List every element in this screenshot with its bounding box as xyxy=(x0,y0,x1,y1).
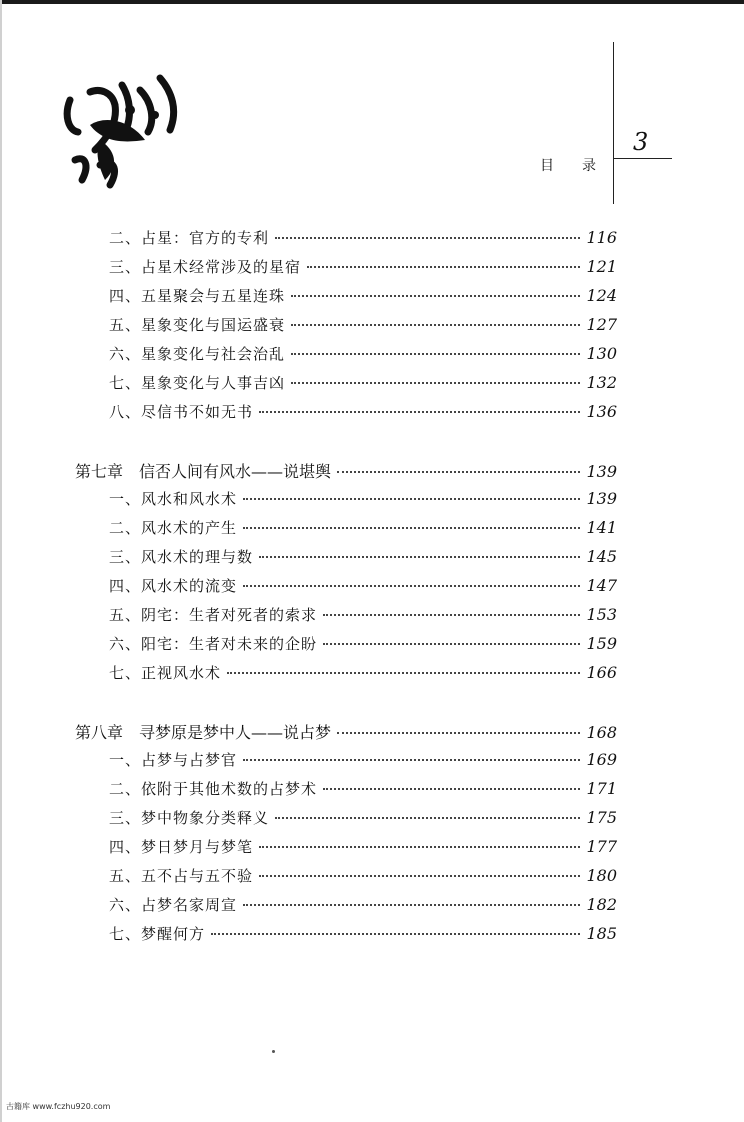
dot-leader xyxy=(243,527,580,529)
decorative-ornament-icon xyxy=(60,70,190,195)
toc-entry-title: 六、占梦名家周宣 xyxy=(109,896,238,914)
toc-chapter-title: 第八章 寻梦原是梦中人——说占梦 xyxy=(75,723,332,742)
dot-leader xyxy=(323,643,580,645)
toc-entry-title: 六、星象变化与社会治乱 xyxy=(109,345,286,363)
toc-entry-title: 八、尽信书不如无书 xyxy=(109,403,254,421)
toc-entry[interactable] xyxy=(109,749,617,773)
dot-leader xyxy=(211,933,580,935)
toc-chapter-title: 第七章 信否人间有风水——说堪舆 xyxy=(75,462,332,481)
toc-entry[interactable] xyxy=(109,401,617,425)
toc-entry-title: 六、阳宅：生者对未来的企盼 xyxy=(109,635,318,653)
dot-leader xyxy=(243,585,580,587)
toc-entry-title: 二、风水术的产生 xyxy=(109,519,238,537)
toc-entry[interactable] xyxy=(109,343,617,367)
toc-entry-page: 139 xyxy=(586,489,617,508)
toc-entry[interactable] xyxy=(109,546,617,570)
toc-entry-page: 127 xyxy=(586,315,617,334)
toc-entry-title: 四、五星聚会与五星连珠 xyxy=(109,287,286,305)
dot-leader xyxy=(243,759,580,761)
toc-entry[interactable] xyxy=(109,923,617,947)
toc-entry-page: 132 xyxy=(586,373,617,392)
toc-entry-title: 三、占星术经常涉及的星宿 xyxy=(109,258,302,276)
dot-leader xyxy=(337,732,580,734)
dot-leader xyxy=(227,672,580,674)
toc-entry[interactable] xyxy=(109,285,617,309)
left-border xyxy=(0,0,2,1122)
toc-entry[interactable] xyxy=(109,662,617,686)
toc-entry-page: 145 xyxy=(586,547,617,566)
toc-entry[interactable] xyxy=(109,372,617,396)
dot-leader xyxy=(323,614,580,616)
toc-entry[interactable] xyxy=(109,836,617,860)
toc-entry[interactable] xyxy=(109,314,617,338)
toc-entry-title: 五、阴宅：生者对死者的索求 xyxy=(109,606,318,624)
running-header: 目录 xyxy=(540,158,624,174)
toc-chapter-page: 168 xyxy=(586,723,617,742)
toc-entry-title: 七、正视风水术 xyxy=(109,664,222,682)
toc-entry[interactable] xyxy=(109,633,617,657)
dot-leader xyxy=(275,817,580,819)
toc-entry-title: 四、风水术的流变 xyxy=(109,577,238,595)
footer-watermark: 古籍库 www.fczhu920.com xyxy=(6,1102,111,1111)
toc-entry-page: 147 xyxy=(586,576,617,595)
toc-entry-page: 153 xyxy=(586,605,617,624)
toc-entry-title: 四、梦日梦月与梦笔 xyxy=(109,838,254,856)
toc-entry[interactable] xyxy=(109,894,617,918)
dot-leader xyxy=(259,411,580,413)
toc-entry-page: 141 xyxy=(586,518,617,537)
toc-entry[interactable] xyxy=(109,517,617,541)
toc-entry[interactable] xyxy=(109,256,617,280)
toc-entry-page: 169 xyxy=(586,750,617,769)
toc-entry-page: 159 xyxy=(586,634,617,653)
dot-leader xyxy=(259,875,580,877)
toc-entry-page: 177 xyxy=(586,837,617,856)
toc-entry-page: 171 xyxy=(586,779,617,798)
dot-leader xyxy=(275,237,580,239)
toc-chapter[interactable] xyxy=(75,459,617,483)
dot-leader xyxy=(291,324,580,326)
dot-leader xyxy=(323,788,580,790)
toc-entry-title: 一、风水和风水术 xyxy=(109,490,238,508)
toc-entry-title: 五、五不占与五不验 xyxy=(109,867,254,885)
toc-entry-page: 166 xyxy=(586,663,617,682)
toc-entry-page: 136 xyxy=(586,402,617,421)
toc-entry-title: 一、占梦与占梦官 xyxy=(109,751,238,769)
toc-entry[interactable] xyxy=(109,488,617,512)
toc-entry-title: 二、依附于其他术数的占梦术 xyxy=(109,780,318,798)
dot-leader xyxy=(259,556,580,558)
toc-entry-page: 130 xyxy=(586,344,617,363)
dot-leader xyxy=(307,266,580,268)
header-vertical-rule xyxy=(613,42,614,204)
dot-leader xyxy=(291,382,580,384)
toc-entry[interactable] xyxy=(109,778,617,802)
page-number: 3 xyxy=(633,128,649,156)
toc-entry-title: 七、梦醒何方 xyxy=(109,925,206,943)
toc-entry[interactable] xyxy=(109,865,617,889)
toc-entry-page: 121 xyxy=(586,257,617,276)
dot-leader xyxy=(259,846,580,848)
toc-entry-page: 175 xyxy=(586,808,617,827)
toc-entry-page: 116 xyxy=(586,228,617,247)
dot-leader xyxy=(291,295,580,297)
toc-entry-page: 124 xyxy=(586,286,617,305)
toc-entry[interactable] xyxy=(109,807,617,831)
toc-entry-title: 三、风水术的理与数 xyxy=(109,548,254,566)
toc-entry[interactable] xyxy=(109,575,617,599)
toc-entry-title: 七、星象变化与人事吉凶 xyxy=(109,374,286,392)
stray-mark xyxy=(272,1050,275,1053)
toc-entry-title: 五、星象变化与国运盛衰 xyxy=(109,316,286,334)
dot-leader xyxy=(291,353,580,355)
toc-chapter[interactable] xyxy=(75,720,617,744)
top-border xyxy=(0,0,744,4)
dot-leader xyxy=(243,498,580,500)
toc-entry-page: 182 xyxy=(586,895,617,914)
toc-entry[interactable] xyxy=(109,227,617,251)
toc-entry[interactable] xyxy=(109,604,617,628)
toc-entry-page: 185 xyxy=(586,924,617,943)
dot-leader xyxy=(243,904,580,906)
dot-leader xyxy=(337,471,580,473)
toc-entry-page: 180 xyxy=(586,866,617,885)
toc-entry-title: 三、梦中物象分类释义 xyxy=(109,809,270,827)
toc-chapter-page: 139 xyxy=(586,462,617,481)
toc-entry-title: 二、占星：官方的专利 xyxy=(109,229,270,247)
